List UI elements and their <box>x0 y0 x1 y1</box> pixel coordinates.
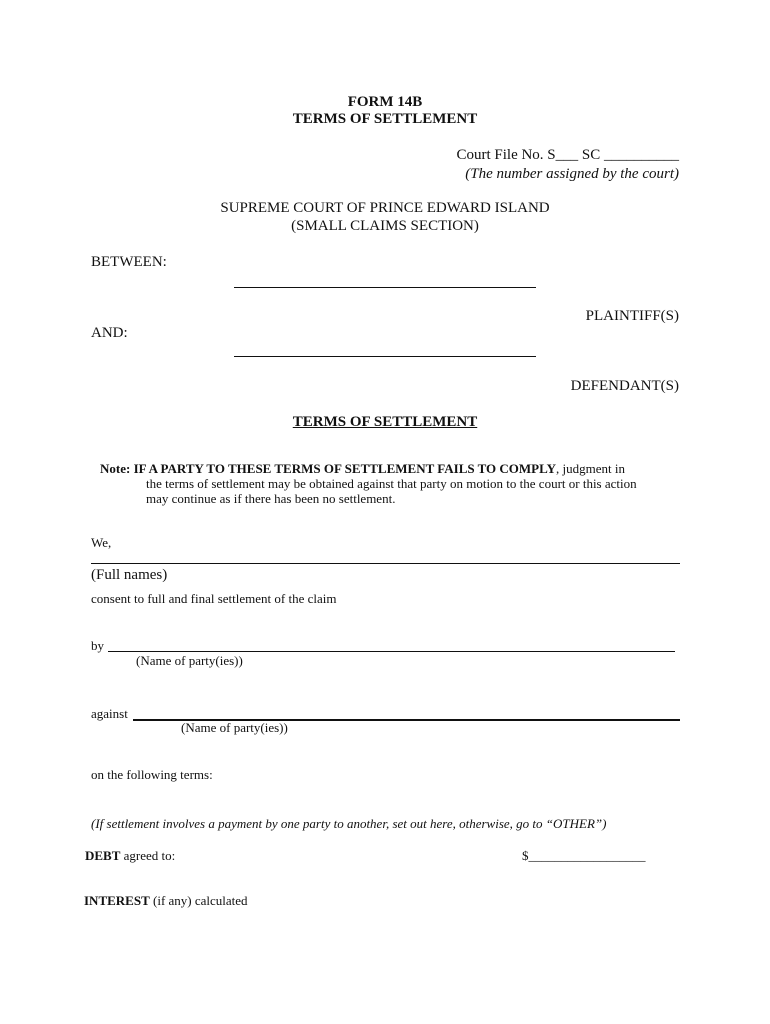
debt-text: agreed to: <box>120 848 176 863</box>
section-title: TERMS OF SETTLEMENT <box>292 414 478 430</box>
against-label: against <box>91 706 128 721</box>
form-title: TERMS OF SETTLEMENT <box>292 111 478 127</box>
full-names-line[interactable] <box>91 563 680 564</box>
we-label: We, <box>91 535 112 550</box>
note-label: Note: <box>100 461 131 476</box>
plaintiff-label: PLAINTIFF(S) <box>585 308 679 324</box>
note-line-3: may continue as if there has been no settlement. <box>146 491 396 506</box>
debt-label: DEBT <box>85 848 121 863</box>
court-name: SUPREME COURT OF PRINCE EDWARD ISLAND <box>220 200 550 216</box>
note-text-1: , judgment in <box>555 461 625 476</box>
defendant-label: DEFENDANT(S) <box>570 378 679 394</box>
court-file-number[interactable]: Court File No. S___ SC __________ <box>456 147 679 163</box>
settlement-instruction: (If settlement involves a payment by one party to another, set out here, otherwise, go to “OTHER”) <box>91 816 607 831</box>
following-terms-text: on the following terms: <box>91 767 213 782</box>
by-caption: (Name of party(ies)) <box>136 653 243 668</box>
form-number: FORM 14B <box>347 94 423 110</box>
full-names-caption: (Full names) <box>91 567 168 583</box>
interest-label: INTEREST <box>84 893 150 908</box>
interest-text: (if any) calculated <box>149 893 248 908</box>
by-label: by <box>91 638 104 653</box>
note-line-2: the terms of settlement may be obtained against that party on motion to the court or this action <box>146 476 637 491</box>
debt-amount-field[interactable]: $__________________ <box>522 848 646 863</box>
against-caption: (Name of party(ies)) <box>181 720 288 735</box>
defendant-name-line[interactable] <box>234 356 536 357</box>
court-file-note: (The number assigned by the court) <box>465 166 679 182</box>
and-label: AND: <box>91 325 128 341</box>
debt-row <box>85 848 175 864</box>
consent-text: consent to full and final settlement of the claim <box>91 591 337 606</box>
by-party-line[interactable] <box>108 651 675 652</box>
note-bold-text: IF A PARTY TO THESE TERMS OF SETTLEMENT FAILS TO COMPLY <box>133 461 556 476</box>
court-section: (SMALL CLAIMS SECTION) <box>291 218 479 234</box>
between-label: BETWEEN: <box>91 254 167 270</box>
plaintiff-name-line[interactable] <box>234 287 536 288</box>
note-line-1 <box>100 461 625 477</box>
interest-row <box>84 893 248 909</box>
